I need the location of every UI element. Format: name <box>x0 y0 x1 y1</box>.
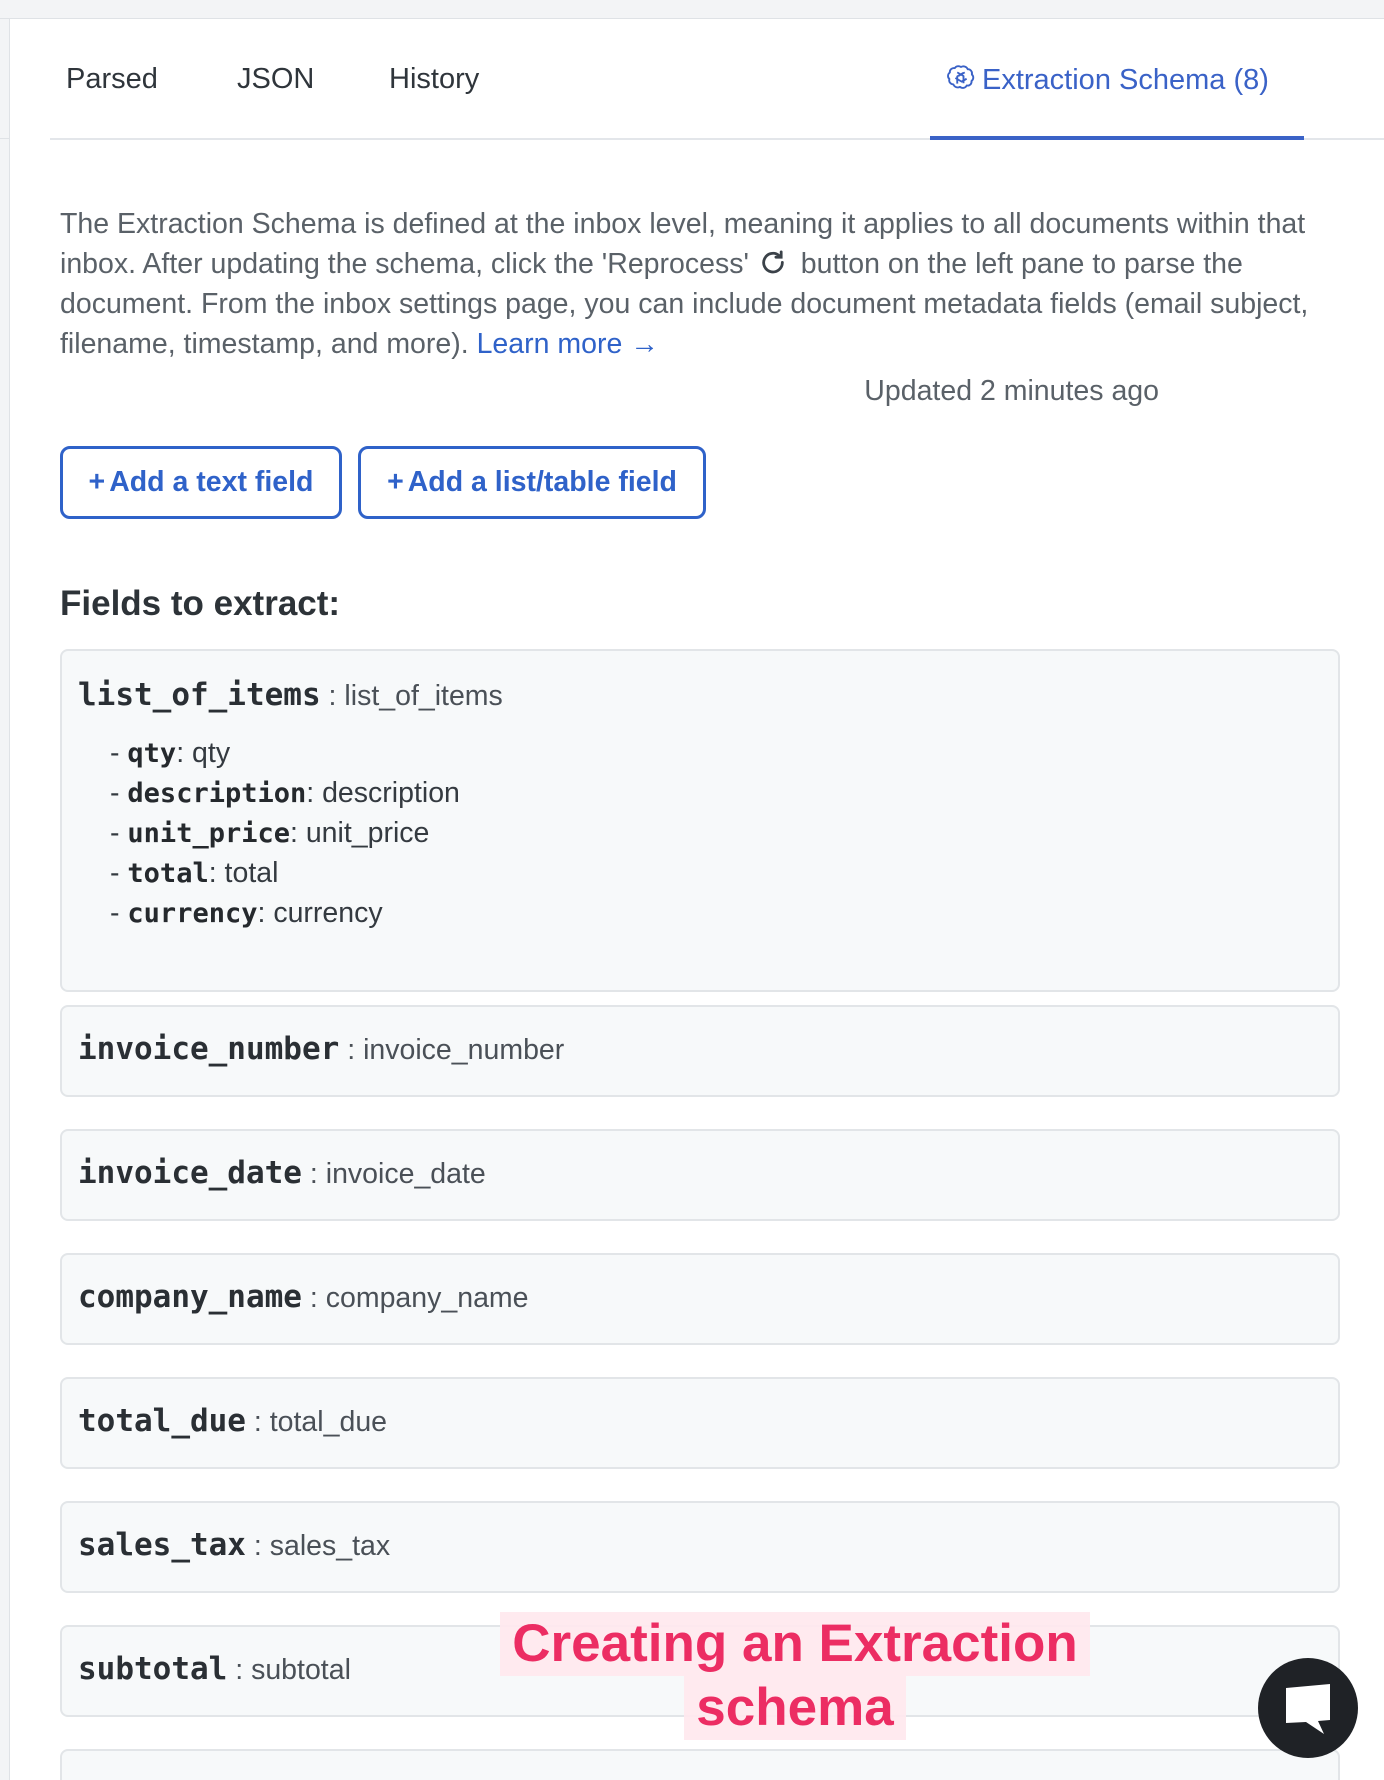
add-text-field-button[interactable] <box>60 446 342 519</box>
field-card-company-name[interactable] <box>60 1253 1340 1345</box>
tab-parsed[interactable]: Parsed <box>66 63 158 95</box>
field-name: invoice_date <box>78 1155 302 1191</box>
add-list-table-field-button[interactable] <box>358 446 706 519</box>
subfield-key: qty <box>127 738 177 769</box>
subfield-item: - description: description <box>110 777 460 809</box>
field-card-total-due[interactable] <box>60 1377 1340 1469</box>
tab-extraction-schema[interactable] <box>930 19 1304 140</box>
field-card-sales-tax[interactable] <box>60 1501 1340 1593</box>
field-card-invoice-number[interactable] <box>60 1005 1340 1097</box>
subfield-value: unit_price <box>305 817 430 849</box>
subfield-key: currency <box>127 898 258 929</box>
subfield-item: - unit_price: unit_price <box>110 817 430 849</box>
field-value: total_due <box>269 1406 388 1438</box>
subfield-item: - qty: qty <box>110 737 231 769</box>
subfield-key: description <box>127 778 307 809</box>
field-card-list-of-items[interactable] <box>60 649 1340 992</box>
document-panel <box>11 19 1384 1780</box>
add-list-field-label: Add a list/table field <box>407 466 677 498</box>
fields-heading: Fields to extract: <box>60 584 341 623</box>
field-row: subtotal : subtotal <box>78 1651 351 1687</box>
field-row: invoice_date : invoice_date <box>78 1155 486 1191</box>
field-card-partial[interactable] <box>60 1749 1340 1780</box>
caption-line-1: Creating an Extraction <box>500 1612 1089 1676</box>
plus-icon: + <box>387 466 404 498</box>
add-text-field-label: Add a text field <box>109 466 314 498</box>
learn-more-link[interactable]: Learn more → <box>476 328 659 360</box>
field-name: sales_tax <box>78 1527 246 1563</box>
field-name: list_of_items <box>78 677 321 713</box>
subfield-value: qty <box>192 737 231 769</box>
chat-bubble-icon <box>1280 1682 1336 1736</box>
tab-extraction-schema-label: Extraction Schema (8) <box>982 64 1269 96</box>
subfield-item: - total: total <box>110 857 279 889</box>
field-name: company_name <box>78 1279 302 1315</box>
field-name: total_due <box>78 1403 246 1439</box>
chat-launcher-button[interactable] <box>1258 1658 1358 1758</box>
description-text-2: button on the left pane to parse the document. From the inbox settings page, you can include document metadata fields (email subject, filename, timestamp, and more). <box>60 248 1309 360</box>
subfield-key: total <box>127 858 209 889</box>
subfield-value: total <box>224 857 279 889</box>
field-row: total_due : total_due <box>78 1403 388 1439</box>
field-value: invoice_date <box>325 1158 486 1190</box>
subfield-item: - currency: currency <box>110 897 383 929</box>
field-name: subtotal <box>78 1651 228 1687</box>
plus-icon: + <box>88 466 106 498</box>
left-pane-edge <box>0 19 10 1780</box>
field-value: sales_tax <box>269 1530 391 1562</box>
subfield-key: unit_price <box>127 818 290 849</box>
field-card-subtotal[interactable] <box>60 1625 1340 1717</box>
field-row: list_of_items : list_of_items <box>78 677 503 713</box>
field-value: list_of_items <box>344 680 503 712</box>
updated-timestamp: Updated 2 minutes ago <box>864 375 1159 407</box>
field-name: invoice_number <box>78 1031 340 1067</box>
field-value: company_name <box>325 1282 529 1314</box>
left-pane-divider <box>0 99 10 139</box>
tab-json[interactable]: JSON <box>237 63 315 95</box>
tab-bar <box>50 19 1384 140</box>
field-row: invoice_number : invoice_number <box>78 1031 565 1067</box>
field-row: sales_tax : sales_tax <box>78 1527 391 1563</box>
openai-icon <box>946 63 976 93</box>
tab-history[interactable]: History <box>389 63 480 95</box>
top-bar <box>0 0 1384 19</box>
reload-icon <box>759 249 787 277</box>
field-card-invoice-date[interactable] <box>60 1129 1340 1221</box>
caption-line-2: schema <box>684 1676 905 1740</box>
subfield-value: currency <box>273 897 383 929</box>
field-value: subtotal <box>251 1654 351 1686</box>
subfield-value: description <box>322 777 460 809</box>
description-text-1: The Extraction Schema is defined at the inbox level, meaning it applies to all documents within that inbox. After updating the schema, click the 'Reprocess' <box>60 208 1306 280</box>
field-row: company_name : company_name <box>78 1279 529 1315</box>
field-value: invoice_number <box>363 1034 565 1066</box>
schema-description <box>60 204 1360 364</box>
